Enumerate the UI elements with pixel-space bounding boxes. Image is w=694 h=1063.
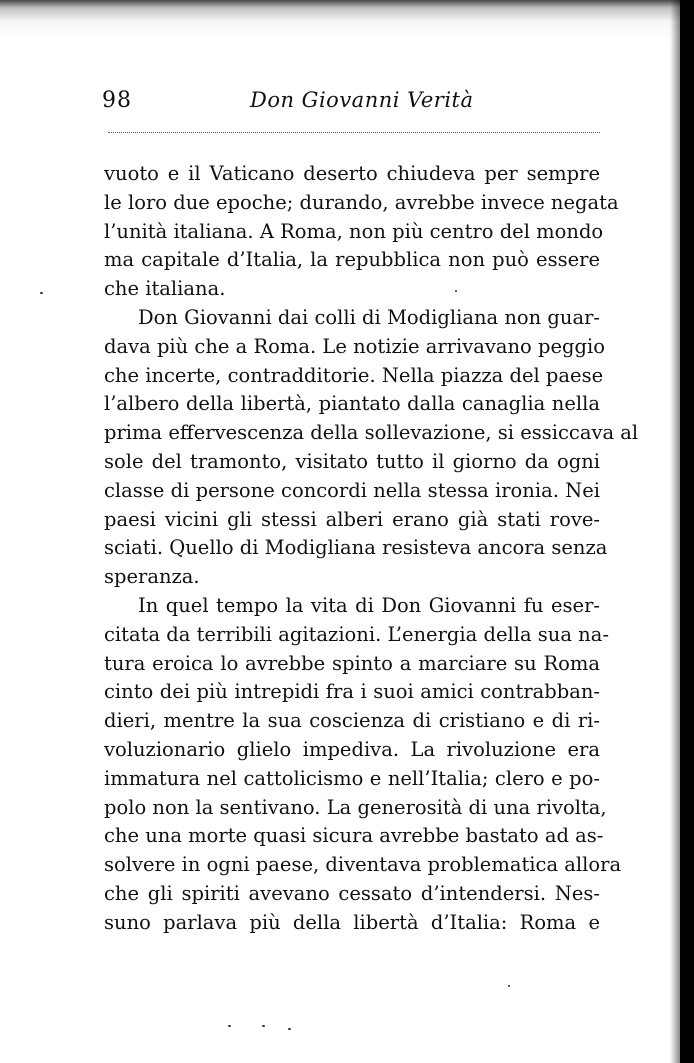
text-line: dieri, mentre la sua coscienza di cristiano e di ri- (104, 709, 600, 733)
scan-right-edge-fade (670, 0, 680, 1063)
scan-speck (288, 1028, 291, 1030)
text-line: citata da terribili agitazioni. L’energia della sua na- (104, 622, 609, 646)
scan-top-edge-shadow (0, 0, 694, 42)
text-line: che gli spiriti avevano cessato d’intendersi. Nes- (104, 881, 600, 905)
running-title: Don Giovanni Verità (250, 88, 474, 112)
scan-speck (40, 292, 43, 294)
text-line: classe di persone concordi nella stessa ironia. Nei (104, 478, 600, 502)
text-line: l’albero della libertà, piantato dalla canaglia nella (104, 392, 600, 416)
scan-speck (262, 1025, 265, 1027)
text-line: cinto dei più intrepidi fra i suoi amici contrabban- (104, 680, 600, 704)
scan-right-edge-border (680, 0, 694, 1063)
text-line: solvere in ogni paese, diventava problematica allora (104, 853, 622, 877)
body-text (104, 160, 639, 938)
text-line: suno parlava più della libertà d’Italia: Roma e (104, 910, 600, 934)
text-line: In quel tempo la vita di Don Giovanni fu eser- (138, 593, 600, 617)
text-line: che una morte quasi sicura avrebbe bastato ad as- (104, 824, 604, 848)
text-line: l’unità italiana. A Roma, non più centro del mondo (104, 219, 604, 243)
text-line: ma capitale d’Italia, la repubblica non può essere (104, 248, 600, 272)
scan-speck (508, 985, 510, 987)
text-line: che incerte, contradditorie. Nella piazza del paese (104, 363, 604, 387)
text-line: sole del tramonto, visitato tutto il giorno da ogni (104, 449, 600, 473)
scan-speck (228, 1025, 231, 1027)
text-line: prima effervescenza della sollevazione, si essiccava al (104, 421, 639, 445)
text-line: sciati. Quello di Modigliana resisteva ancora senza (104, 536, 608, 560)
text-line: immatura nel cattolicismo e nell’Italia; clero e po- (104, 766, 600, 790)
text-line: paesi vicini gli stessi alberi erano già stati rove- (104, 507, 600, 531)
text-line: tura eroica lo avrebbe spinto a marciare su Roma (104, 651, 600, 675)
text-line: speranza. (104, 565, 200, 589)
text-line: polo non la sentivano. La generosità di una rivolta, (104, 795, 607, 819)
header-divider (108, 132, 600, 133)
text-line: vuoto e il Vaticano deserto chiudeva per sempre (104, 162, 600, 185)
page-number: 98 (102, 88, 132, 113)
text-line: Don Giovanni dai colli di Modigliana non guar- (138, 305, 600, 329)
text-line: le loro due epoche; durando, avrebbe invece negata (104, 190, 619, 214)
text-line: dava più che a Roma. Le notizie arrivavano peggio (104, 334, 605, 358)
text-line: che italiana. (104, 277, 226, 301)
text-line: voluzionario glielo impediva. La rivoluzione era (104, 737, 600, 761)
scan-speck (455, 290, 457, 292)
